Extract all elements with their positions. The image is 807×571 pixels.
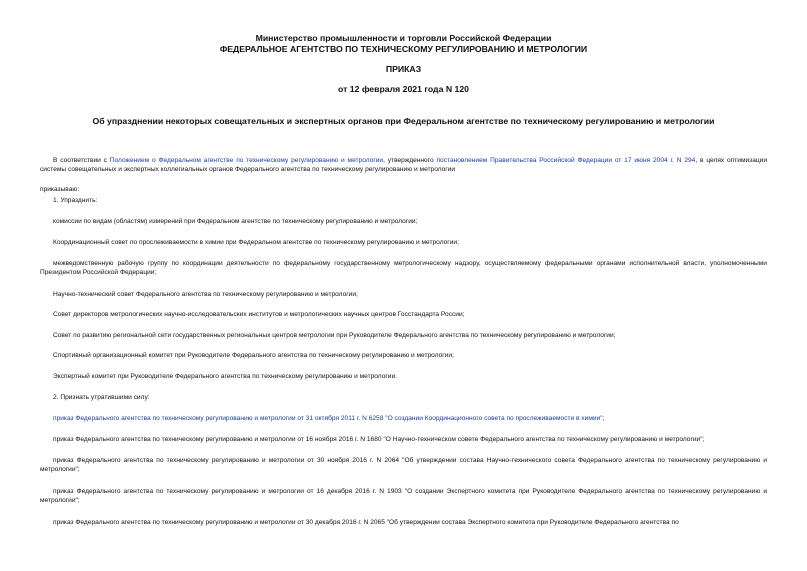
- list-item: Научно-технический совет Федерального агентства по техническому регулированию и метрологии;: [53, 291, 358, 298]
- list-item: комиссии по видам (областям) измерений при Федеральном агентстве по техническому регулированию и метрологии;: [53, 218, 418, 225]
- document-type: ПРИКАЗ: [385, 64, 422, 74]
- preamble-text-3: , в целях оптимизации системы совещательных и экспертных коллегиальных органов Федерального агентства по техническому регулированию и метрологии: [40, 157, 768, 173]
- preamble: [40, 157, 767, 175]
- section-1-heading: 1. Упразднить:: [53, 197, 98, 204]
- list-item: приказ Федерального агентства по техническому регулированию и метрологии от 16 ноября 2016 г. N 1680 "О Научно-техническом совете Федерального агентства по техническому регулированию и метрологии";: [53, 436, 705, 443]
- list-item: приказ Федерального агентства по техническому регулированию и метрологии от 16 декабря 2016 г. N 1903 "О создании Экспертного комитета при Руководителе Федерального агентства по техническому регулированию и метрологии";: [40, 488, 767, 504]
- link-regulation[interactable]: Положением о Федеральном агентстве по техническому регулированию и метрологии: [109, 157, 384, 164]
- list-item-end: ;: [602, 415, 605, 422]
- order-word: приказываю:: [40, 186, 80, 193]
- ministry-name: Министерство промышленности и торговли Российской Федерации: [255, 33, 552, 43]
- section-2-heading: 2. Признать утратившими силу:: [53, 394, 150, 401]
- list-item: приказ Федерального агентства по техническому регулированию и метрологии от 30 ноября 2016 г. N 2064 "Об утверждении состава Научно-технического совета Федерального агентства по техническому регулированию и метрологии";: [40, 457, 767, 473]
- list-item: Совет по развитию региональной сети государственных региональных центров метрологии при Руководителе Федерального агентства по техническому регулированию и метрологии;: [53, 332, 616, 339]
- list-item: Координационный совет по прослеживаемости в химии при Федеральном агентстве по техническому регулированию и метрологии;: [53, 239, 459, 246]
- list-item: [40, 415, 767, 424]
- list-item: приказ Федерального агентства по техническому регулированию и метрологии от 30 декабря 2016 г. N 2065 "Об утверждении состава Экспертного комитета при Руководителе Федерального агентства по: [53, 519, 679, 526]
- list-item: Спортивный организационный комитет при Руководителе Федерального агентства по техническому регулированию и метрологии;: [53, 352, 454, 359]
- preamble-text-1: В соответствии с: [53, 157, 110, 164]
- link-order-6258[interactable]: приказ Федерального агентства по техническому регулированию и метрологии от 31 октября 2011 г. N 6258 "О создании Координационного совета по прослеживаемости в химии": [53, 415, 603, 422]
- list-item: Экспертный комитет при Руководителе Федерального агентства по техническому регулированию и метрологии.: [53, 373, 397, 380]
- document-title: Об упразднении некоторых совещательных и экспертных органов при Федеральном агентстве по техническому регулированию и метрологии: [92, 116, 715, 126]
- link-government-decree[interactable]: постановлением Правительства Российской Федерации от 17 июня 2004 г. N 294: [436, 157, 696, 164]
- agency-name: ФЕДЕРАЛЬНОЕ АГЕНТСТВО ПО ТЕХНИЧЕСКОМУ РЕГУЛИРОВАНИЮ И МЕТРОЛОГИИ: [219, 44, 588, 54]
- list-item: межведомственную рабочую группу по координации деятельности по федеральному государственному метрологическому надзору, осуществляемому федеральными органами исполнительной власти, уполномоченными Президентом Российской Федерации;: [40, 260, 767, 276]
- list-item: Совет директоров метрологических научно-исследовательских институтов и метрологических научных центров Госстандарта России;: [53, 311, 465, 318]
- preamble-text-2: , утвержденного: [383, 157, 437, 164]
- document-date-number: от 12 февраля 2021 года N 120: [337, 84, 469, 94]
